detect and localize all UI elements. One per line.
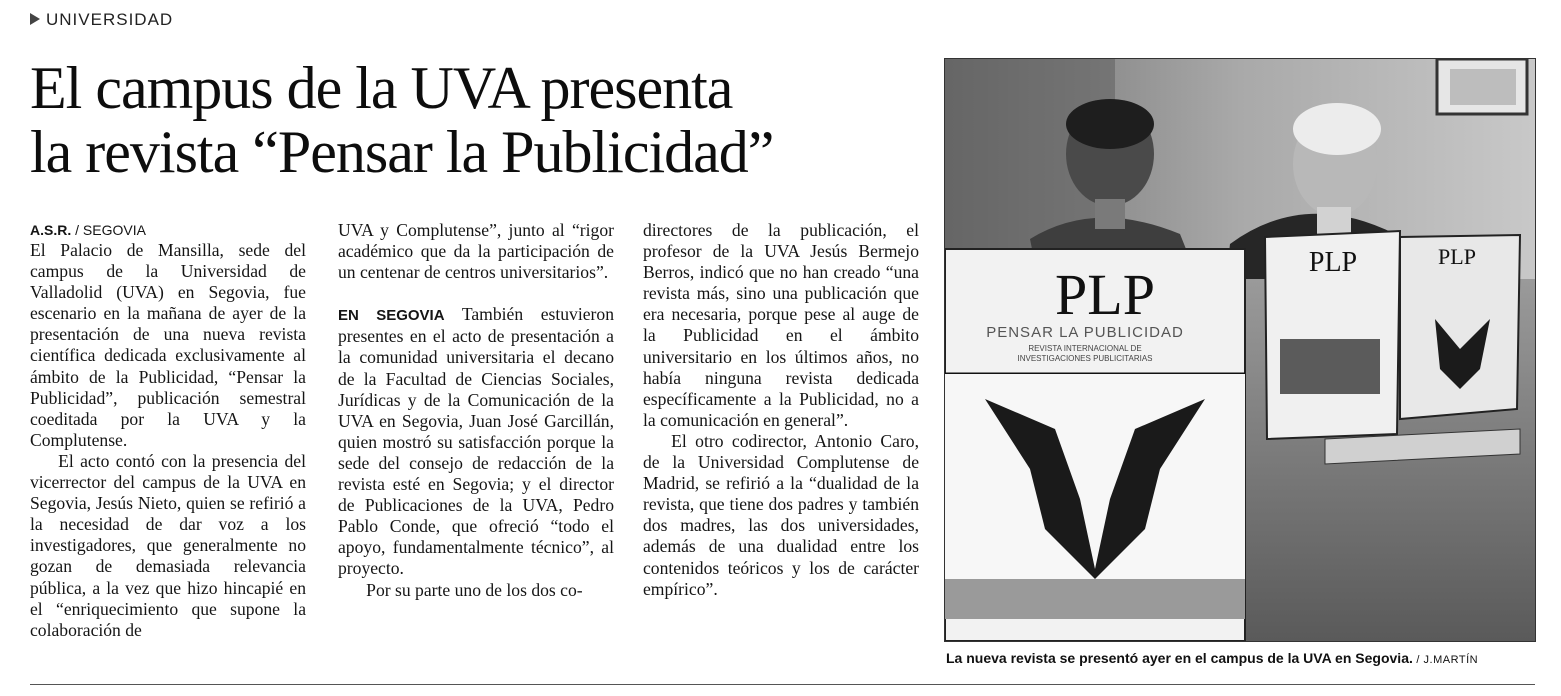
byline-separator: /: [71, 222, 83, 238]
body-column-3: [643, 220, 919, 600]
body-column-1: [30, 220, 306, 641]
paragraph: El Palacio de Mansilla, sede del campus de la Universidad de Valladolid (UVA) en Segovia, fue escenario en la mañana de ayer de la presentación de una nueva revista científica dedicada exclusivamente al ámbito de la Publicidad, “Pensar la Publicidad”, publicación semestral coeditada por la UVA y la Complutense.: [30, 240, 306, 450]
magazine-logo-small-2: PLP: [1438, 244, 1476, 269]
section-label-text: UNIVERSIDAD: [46, 10, 174, 29]
byline-location: SEGOVIA: [82, 222, 146, 238]
photo-credit: / J.MARTÍN: [1412, 654, 1479, 666]
section-arrow-icon: [30, 13, 40, 25]
lead-in: EN SEGOVIA: [338, 307, 445, 325]
magazine-title-large: PENSAR LA PUBLICIDAD: [986, 324, 1184, 341]
magazine-logo-small: PLP: [1308, 247, 1358, 278]
headline: [30, 56, 930, 184]
magazine-cover-large: [945, 249, 1245, 641]
paragraph-with-lead: [338, 304, 614, 579]
bottom-rule: [30, 684, 1535, 685]
paragraph: UVA y Complutense”, junto al “rigor académico que da la participación de un centenar de centros universitarios”.: [338, 220, 614, 283]
magazine-logo-large: PLP: [1055, 262, 1155, 327]
wall-frame-inner: [1450, 69, 1516, 105]
headline-line-1: El campus de la UVA presenta: [30, 55, 733, 121]
headline-line-2: la revista “Pensar la Publicidad”: [30, 119, 774, 185]
byline: [30, 220, 306, 240]
body-column-2: [338, 220, 614, 601]
photo-illustration: [945, 59, 1535, 641]
news-photo: [944, 58, 1536, 642]
paragraph: Por su parte uno de los dos co-: [366, 579, 583, 600]
section-label: [30, 10, 173, 30]
magazine-subtitle-1: REVISTA INTERNACIONAL DE: [1028, 344, 1142, 353]
paragraph: directores de la publicación, el profesor de la UVA Jesús Bermejo Berros, indicó que no han creado “una revista más, sino una publicación que era necesaria, porque pese al auge de la Publicidad en el ámbito universitario en los últimos años, no había ninguna revista dedicada específicamente a la Publicidad, no a la comunicación en general”.: [643, 220, 919, 430]
byline-author: A.S.R.: [30, 222, 72, 238]
magazine-subtitle-2: INVESTIGACIONES PUBLICITARIAS: [1017, 354, 1153, 363]
paragraph: El acto contó con la presencia del vicerrector del campus de la UVA en Segovia, Jesús Nieto, quien se refirió a la necesidad de dar voz a los investigadores, que generalmente no gozan de demasiada relevancia pública, a la vez que hizo hincapié en el “enriquecimiento que supone la colaboración de: [30, 450, 306, 640]
caption-text: La nueva revista se presentó ayer en el campus de la UVA en Segovia.: [946, 650, 1413, 666]
paragraph-text: También estuvieron presentes en el acto de presentación a la comunidad universitaria el decano de la Facultad de Ciencias Sociales, Jurídicas y de la Comunicación de la UVA en Segovia, Juan José Garcillán, quien mostró su satisfacción porque la sede del consejo de redacción de la revista esté en Segovia; y el director de Publicaciones de la UVA, Pedro Pablo Conde, que ofreció “todo el apoyo, fundamentalmente técnico”, al proyecto.: [338, 304, 614, 579]
paragraph: El otro codirector, Antonio Caro, de la Universidad Complutense de Madrid, se refirió a la “dualidad de la revista, que tiene dos padres y también dos madres, las dos universidades, además de una dualidad entre los contenidos teóricos y los de carácter empírico”.: [643, 430, 919, 599]
photo-caption: [946, 650, 1536, 666]
